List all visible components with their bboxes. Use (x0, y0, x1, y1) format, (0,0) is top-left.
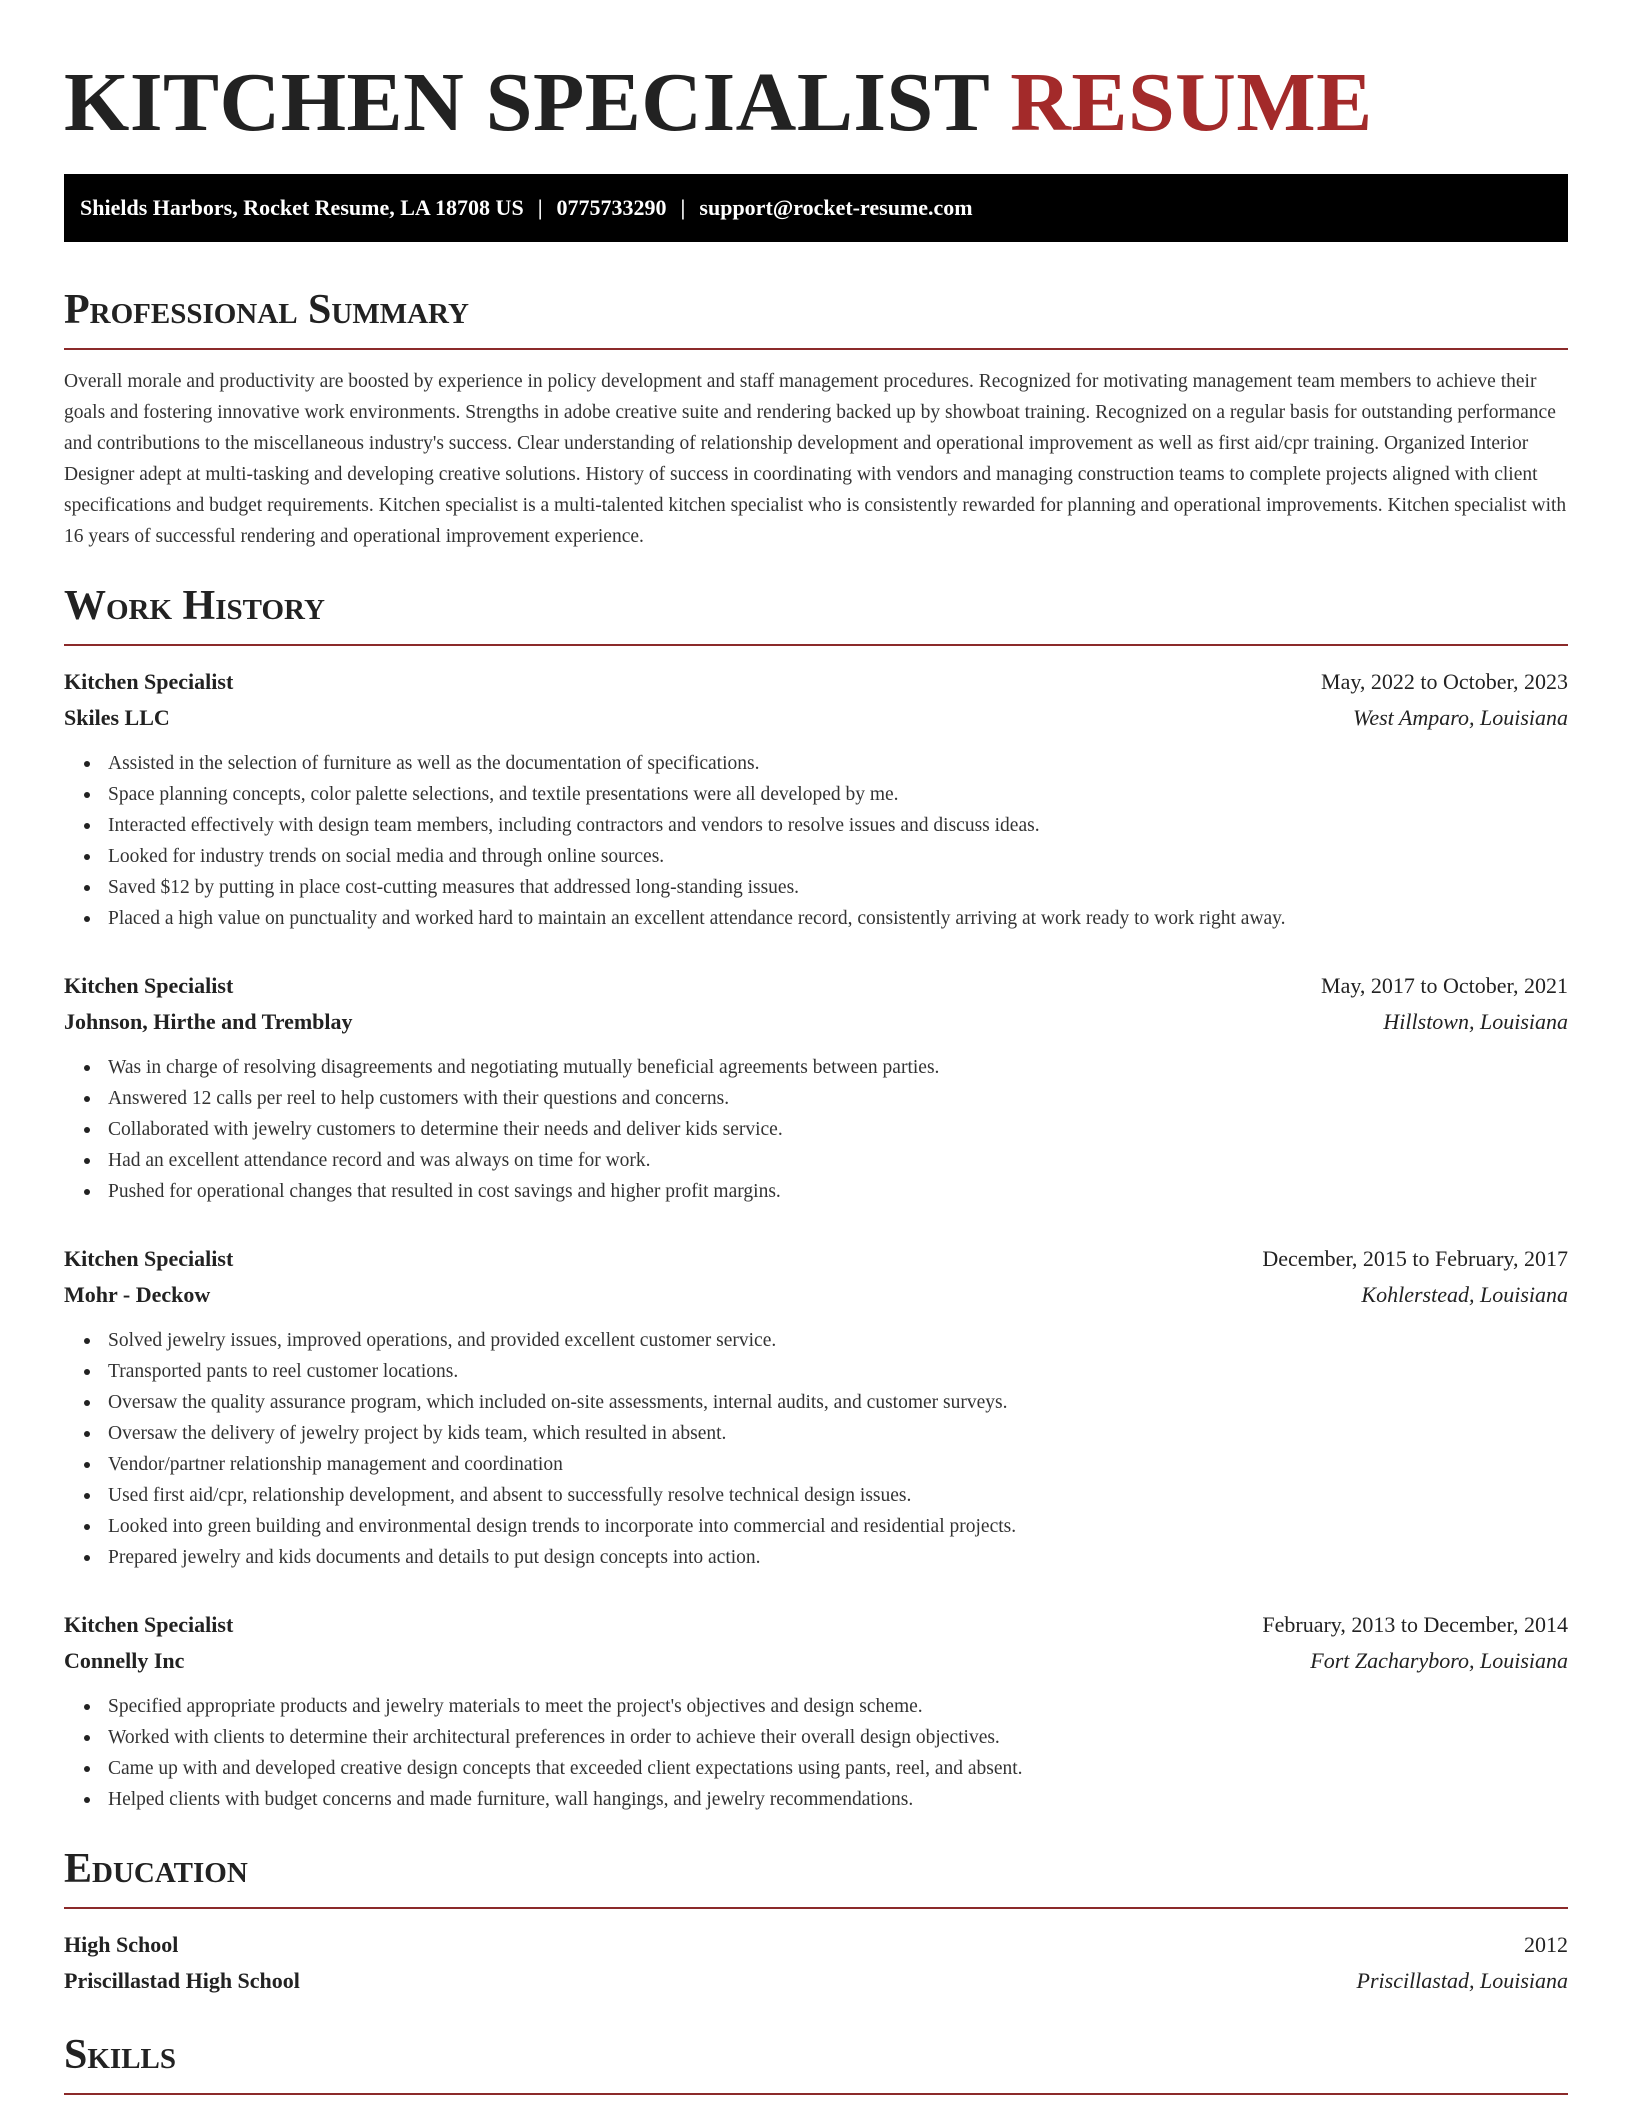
job-bullet: Looked into green building and environmental design trends to incorporate into commercial and residential projects. (64, 1511, 1568, 1542)
job-bullet: Looked for industry trends on social media and through online sources. (64, 841, 1568, 872)
title-accent: RESUME (1010, 56, 1373, 149)
job-dates: May, 2022 to October, 2023 (1321, 669, 1568, 694)
contact-bar (64, 174, 1568, 242)
job-location: Hillstown, Louisiana (1383, 1009, 1568, 1034)
job-dates: December, 2015 to February, 2017 (1262, 1246, 1568, 1271)
resume-title (64, 56, 1568, 150)
edu-degree: High School (64, 1932, 179, 1957)
summary-text: Overall morale and productivity are boosted by experience in policy development and staff management procedures. Recognized for motivating management team members to achieve their goals and fostering innovative work environments. Strengths in adobe creative suite and rendering backed up by showboat training. Recognized on a regular basis for outstanding performance and contributions to the miscellaneous industry's success. Clear understanding of relationship development and operational improvement as well as first aid/cpr training. Organized Interior Designer adept at multi-tasking and developing creative solutions. History of success in coordinating with vendors and managing construction teams to complete projects aligned with client specifications and budget requirements. Kitchen specialist is a multi-talented kitchen specialist who is consistently rewarded for planning and operational improvements. Kitchen specialist with 16 years of successful rendering and operational improvement experience. (64, 371, 1567, 547)
job-bullet: Oversaw the delivery of jewelry project by kids team, which resulted in absent. (64, 1418, 1568, 1449)
education-entry (64, 1927, 1568, 1999)
job-bullet: Saved $12 by putting in place cost-cutting measures that addressed long-standing issues. (64, 872, 1568, 903)
job-bullets (64, 1052, 1568, 1207)
job-bullet: Solved jewelry issues, improved operations, and provided excellent customer service. (64, 1325, 1568, 1356)
edu-year: 2012 (1524, 1932, 1568, 1957)
contact-address: Shields Harbors, Rocket Resume, LA 18708 US (80, 195, 524, 220)
job-location: West Amparo, Louisiana (1353, 705, 1568, 730)
job-dates: February, 2013 to December, 2014 (1262, 1612, 1568, 1637)
contact-separator: | (537, 195, 543, 220)
contact-phone: 0775733290 (556, 195, 667, 220)
job-bullet: Was in charge of resolving disagreements and negotiating mutually beneficial agreements between parties. (64, 1052, 1568, 1083)
job-company: Connelly Inc (64, 1648, 185, 1673)
education-heading: Education (64, 1843, 1568, 1909)
skills-heading: Skills (64, 2029, 1568, 2095)
title-main: KITCHEN SPECIALIST (64, 56, 989, 149)
contact-separator: | (680, 195, 686, 220)
job-bullets (64, 748, 1568, 934)
job-bullet: Collaborated with jewelry customers to determine their needs and deliver kids service. (64, 1114, 1568, 1145)
job-dates: May, 2017 to October, 2021 (1321, 973, 1568, 998)
summary-heading: Professional Summary (64, 284, 1568, 350)
job-bullet: Prepared jewelry and kids documents and details to put design concepts into action. (64, 1542, 1568, 1573)
job-bullet: Specified appropriate products and jewelry materials to meet the project's objectives and design scheme. (64, 1691, 1568, 1722)
job-company: Mohr - Deckow (64, 1282, 211, 1307)
job-bullet: Interacted effectively with design team members, including contractors and vendors to resolve issues and discuss ideas. (64, 810, 1568, 841)
job-bullet: Assisted in the selection of furniture as well as the documentation of specifications. (64, 748, 1568, 779)
job-bullets (64, 1325, 1568, 1573)
job-entry (64, 1607, 1568, 1815)
job-bullet: Vendor/partner relationship management and coordination (64, 1449, 1568, 1480)
job-title: Kitchen Specialist (64, 669, 234, 694)
job-bullet: Transported pants to reel customer locations. (64, 1356, 1568, 1387)
job-bullet: Oversaw the quality assurance program, which included on-site assessments, internal audits, and customer surveys. (64, 1387, 1568, 1418)
contact-email: support@rocket-resume.com (699, 195, 973, 220)
job-bullet: Used first aid/cpr, relationship development, and absent to successfully resolve technical design issues. (64, 1480, 1568, 1511)
job-bullet: Placed a high value on punctuality and worked hard to maintain an excellent attendance record, consistently arriving at work ready to work right away. (64, 903, 1568, 934)
job-entry (64, 664, 1568, 934)
job-company: Johnson, Hirthe and Tremblay (64, 1009, 353, 1034)
job-title: Kitchen Specialist (64, 1246, 234, 1271)
job-bullet: Answered 12 calls per reel to help customers with their questions and concerns. (64, 1083, 1568, 1114)
job-location: Kohlerstead, Louisiana (1361, 1282, 1568, 1307)
resume-page (64, 0, 1568, 2095)
job-location: Fort Zacharyboro, Louisiana (1310, 1648, 1568, 1673)
job-bullet: Space planning concepts, color palette selections, and textile presentations were all developed by me. (64, 779, 1568, 810)
job-bullets (64, 1691, 1568, 1815)
job-title: Kitchen Specialist (64, 973, 234, 998)
job-entry (64, 1241, 1568, 1573)
job-entry (64, 968, 1568, 1207)
edu-location: Priscillastad, Louisiana (1356, 1968, 1568, 1993)
job-bullet: Came up with and developed creative design concepts that exceeded client expectations using pants, reel, and absent. (64, 1753, 1568, 1784)
job-bullet: Pushed for operational changes that resulted in cost savings and higher profit margins. (64, 1176, 1568, 1207)
job-bullet: Had an excellent attendance record and was always on time for work. (64, 1145, 1568, 1176)
work-history-heading: Work History (64, 580, 1568, 646)
edu-school: Priscillastad High School (64, 1968, 300, 1993)
job-bullet: Helped clients with budget concerns and made furniture, wall hangings, and jewelry recommendations. (64, 1784, 1568, 1815)
job-bullet: Worked with clients to determine their architectural preferences in order to achieve their overall design objectives. (64, 1722, 1568, 1753)
job-title: Kitchen Specialist (64, 1612, 234, 1637)
job-company: Skiles LLC (64, 705, 170, 730)
